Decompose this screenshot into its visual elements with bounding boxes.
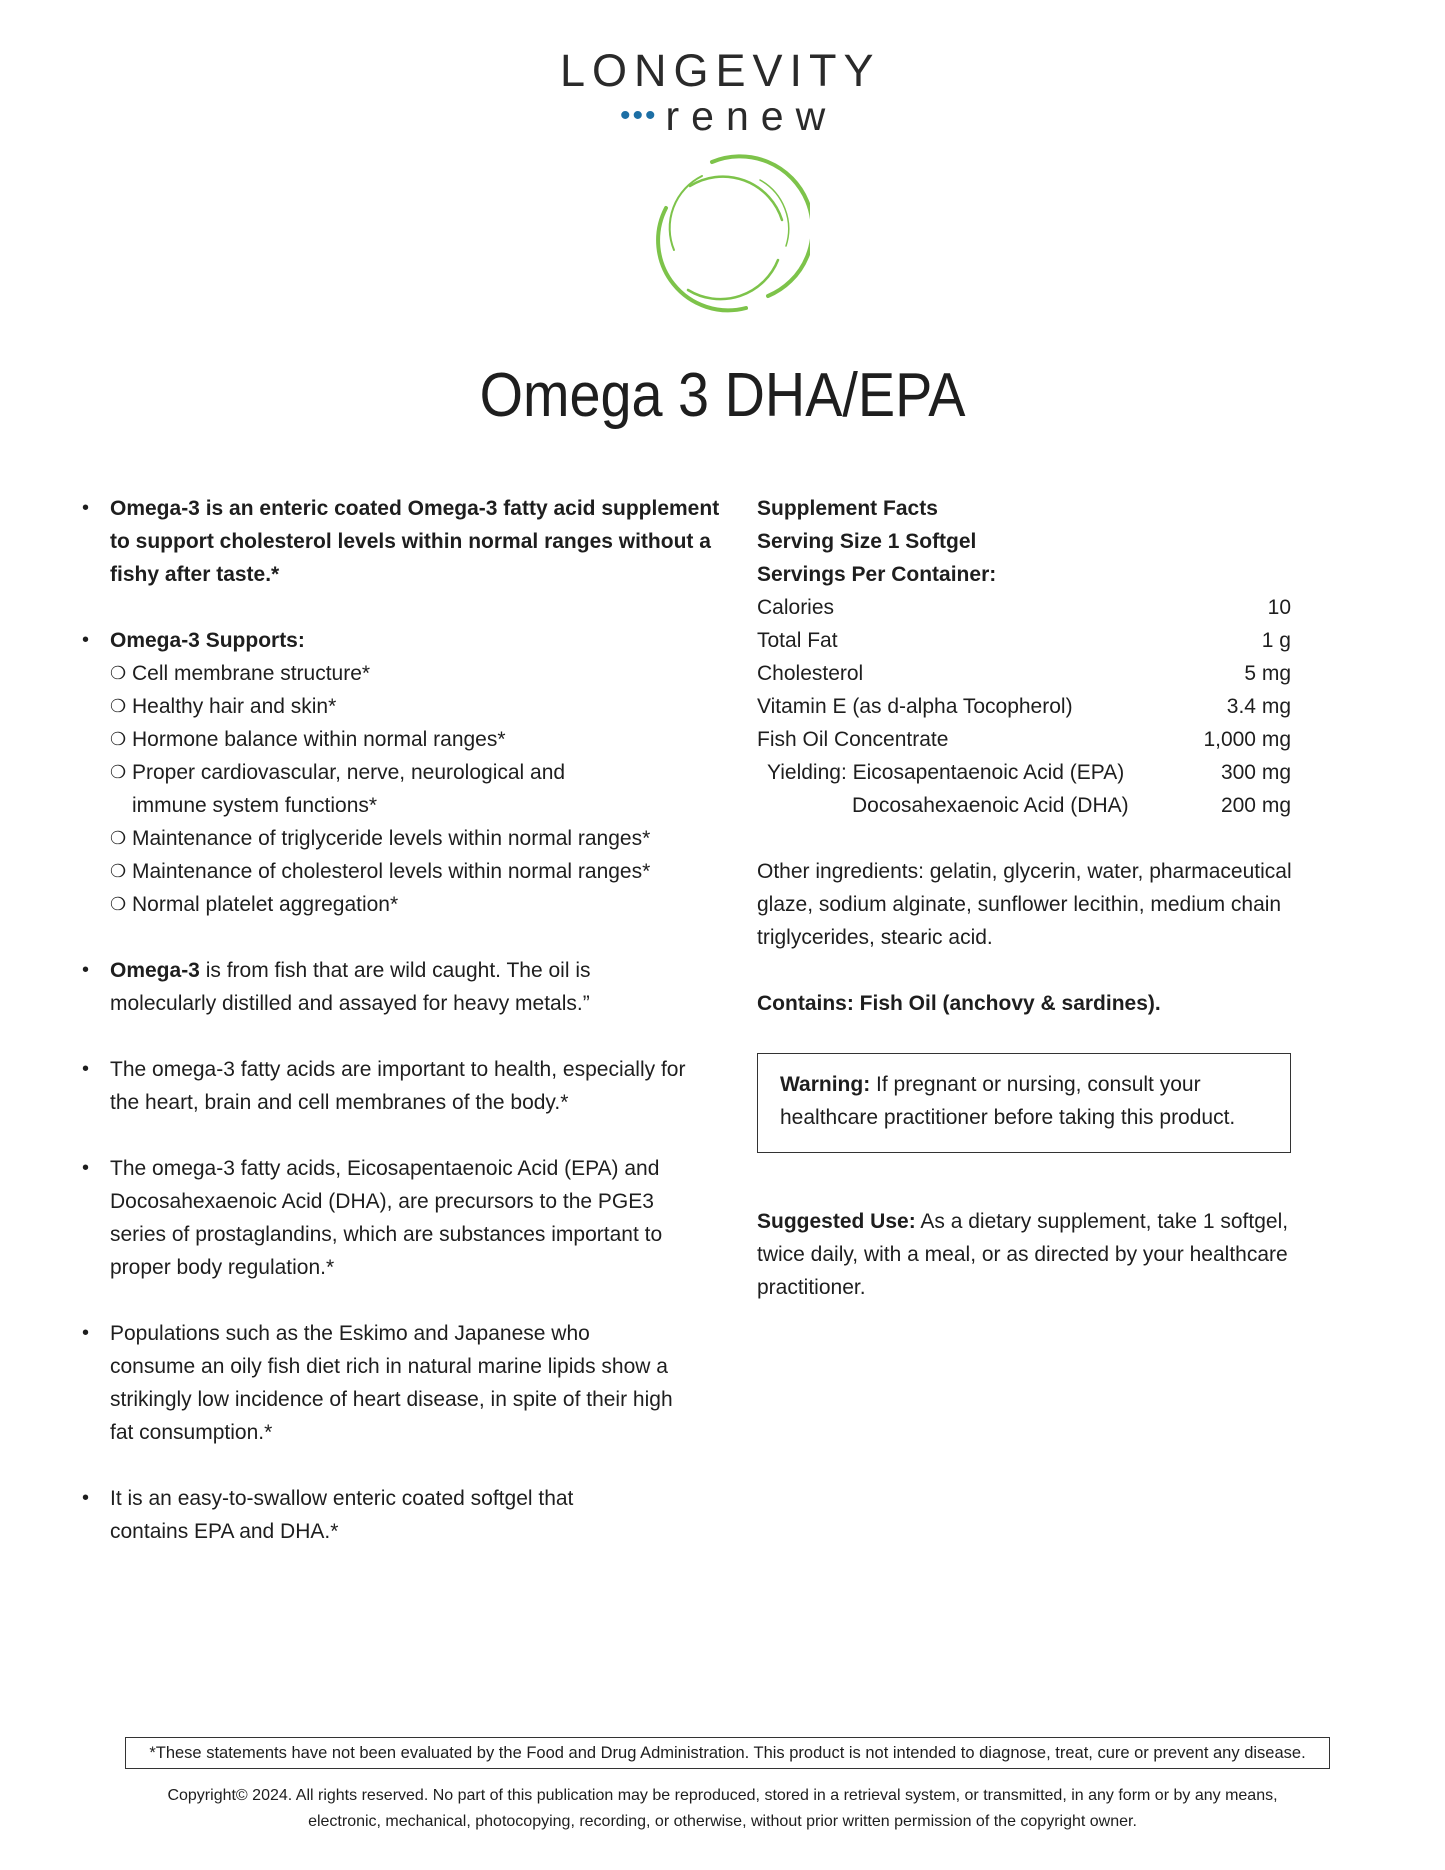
feature-intro: Omega-3 is an enteric coated Omega-3 fatty acid supplement to support cholesterol levels within normal ranges without a fishy after taste.* xyxy=(110,497,720,586)
facts-table xyxy=(757,591,1291,822)
features-list xyxy=(82,492,722,1548)
supports-item xyxy=(110,822,722,855)
nutrient-amount: 3.4 mg xyxy=(1226,695,1291,718)
table-row xyxy=(757,624,1291,657)
circle-bullet-icon: ❍ xyxy=(110,729,127,749)
nutrient-label: Total Fat xyxy=(757,629,838,652)
supplement-facts-column xyxy=(757,492,1317,1304)
list-item xyxy=(82,1317,675,1449)
circle-bullet-icon: ❍ xyxy=(110,696,127,716)
populations-text: Populations such as the Eskimo and Japanese who consume an oily fish diet rich in natural marine lipids show a strikingly low incidence of heart disease, in spite of their high fat consumption.* xyxy=(110,1322,673,1444)
table-row xyxy=(757,723,1291,756)
nutrient-label: Vitamin E (as d-alpha Tocopherol) xyxy=(757,695,1073,718)
supports-item xyxy=(110,657,722,690)
suggested-use-label: Suggested Use: xyxy=(757,1210,916,1233)
warning-box xyxy=(757,1053,1291,1153)
supports-item xyxy=(110,756,602,822)
facts-heading: Supplement Facts xyxy=(757,497,938,520)
supports-item-text: Hormone balance within normal ranges* xyxy=(132,728,506,751)
circle-bullet-icon: ❍ xyxy=(110,894,127,914)
servings-per-container: Servings Per Container: xyxy=(757,563,997,586)
warning-text: If pregnant or nursing, consult your healthcare practitioner before taking this product. xyxy=(780,1073,1236,1129)
health-text: The omega-3 fatty acids are important to health, especially for the heart, brain and cell membranes of the body.* xyxy=(110,1058,686,1114)
table-row xyxy=(757,789,1291,822)
source-bold: Omega-3 xyxy=(110,959,200,982)
suggested-use xyxy=(757,1205,1302,1304)
supports-item-text: Maintenance of triglyceride levels within normal ranges* xyxy=(132,827,651,850)
supports-item-text: Proper cardiovascular, nerve, neurological and immune system functions* xyxy=(132,761,566,817)
supports-list xyxy=(110,657,722,921)
warning-label: Warning: xyxy=(780,1073,871,1096)
green-circle-swirl-icon xyxy=(650,150,810,320)
list-item xyxy=(82,954,620,1020)
other-ingredients: Other ingredients: gelatin, glycerin, water, pharmaceutical glaze, sodium alginate, sunflower lecithin, medium chain triglycerides, stearic acid. xyxy=(757,860,1292,949)
fda-disclaimer: *These statements have not been evaluated by the Food and Drug Administration. This product is not intended to diagnose, treat, cure or prevent any disease. xyxy=(125,1737,1330,1769)
softgel-text: It is an easy-to-swallow enteric coated softgel that contains EPA and DHA.* xyxy=(110,1487,574,1543)
circle-bullet-icon: ❍ xyxy=(110,861,127,881)
nutrient-amount: 10 xyxy=(1267,596,1291,619)
brand-name-bottom: renew xyxy=(665,93,838,139)
table-row xyxy=(757,657,1291,690)
table-row xyxy=(757,591,1291,624)
list-item xyxy=(82,492,722,591)
nutrient-label: Fish Oil Concentrate xyxy=(757,728,949,751)
supports-item-text: Maintenance of cholesterol levels within normal ranges* xyxy=(132,860,651,883)
features-column xyxy=(82,492,722,1581)
table-row xyxy=(757,690,1291,723)
nutrient-amount: 1,000 mg xyxy=(1203,728,1291,751)
supports-heading: Omega-3 Supports: xyxy=(110,629,305,652)
source-text: is from fish that are wild caught. The oil is molecularly distilled and assayed for heavy metals.” xyxy=(110,959,591,1015)
precursor-text: The omega-3 fatty acids, Eicosapentaenoic Acid (EPA) and Docosahexaenoic Acid (DHA), are precursors to the PGE3 series of prostaglandins, which are substances important to proper body regulation.* xyxy=(110,1157,663,1279)
table-row xyxy=(757,756,1291,789)
list-item xyxy=(82,1482,640,1548)
circle-bullet-icon: ❍ xyxy=(110,762,127,782)
supports-item-text: Healthy hair and skin* xyxy=(132,695,337,718)
supports-item xyxy=(110,888,722,921)
copyright-line-2: electronic, mechanical, photocopying, recording, or otherwise, without prior written permission of the copyright owner. xyxy=(308,1813,1137,1830)
supports-item xyxy=(110,690,722,723)
list-item xyxy=(82,1152,670,1284)
brand-name-bottom-wrap xyxy=(620,93,838,139)
supports-item-text: Cell membrane structure* xyxy=(132,662,371,685)
circle-bullet-icon: ❍ xyxy=(110,828,127,848)
list-item xyxy=(82,1053,700,1119)
brand-logo xyxy=(560,45,900,139)
list-item xyxy=(82,624,722,921)
suggested-use-text: As a dietary supplement, take 1 softgel, twice daily, with a meal, or as directed by your healthcare practitioner. xyxy=(757,1210,1289,1299)
brand-dots: ••• xyxy=(620,99,658,132)
copyright-line-1: Copyright© 2024. All rights reserved. No part of this publication may be reproduced, stored in a retrieval system, or transmitted, in any form or by any means, xyxy=(167,1787,1278,1804)
nutrient-label: Docosahexaenoic Acid (DHA) xyxy=(852,794,1129,817)
nutrient-label: Yielding: Eicosapentaenoic Acid (EPA) xyxy=(767,761,1125,784)
brand-name-top: LONGEVITY xyxy=(560,45,881,96)
serving-size: Serving Size 1 Softgel xyxy=(757,530,977,553)
nutrient-label: Calories xyxy=(757,596,835,619)
nutrient-amount: 300 mg xyxy=(1220,761,1291,784)
page-title: Omega 3 DHA/EPA xyxy=(479,361,966,430)
nutrient-amount: 5 mg xyxy=(1244,662,1291,685)
supports-item xyxy=(110,855,722,888)
nutrient-label: Cholesterol xyxy=(757,662,864,685)
copyright-notice xyxy=(110,1783,1335,1835)
nutrient-amount: 200 mg xyxy=(1220,794,1291,817)
supports-item-text: Normal platelet aggregation* xyxy=(132,893,399,916)
circle-bullet-icon: ❍ xyxy=(110,663,127,683)
nutrient-amount: 1 g xyxy=(1261,629,1291,652)
contains-allergens: Contains: Fish Oil (anchovy & sardines). xyxy=(757,992,1161,1015)
supports-item xyxy=(110,723,722,756)
